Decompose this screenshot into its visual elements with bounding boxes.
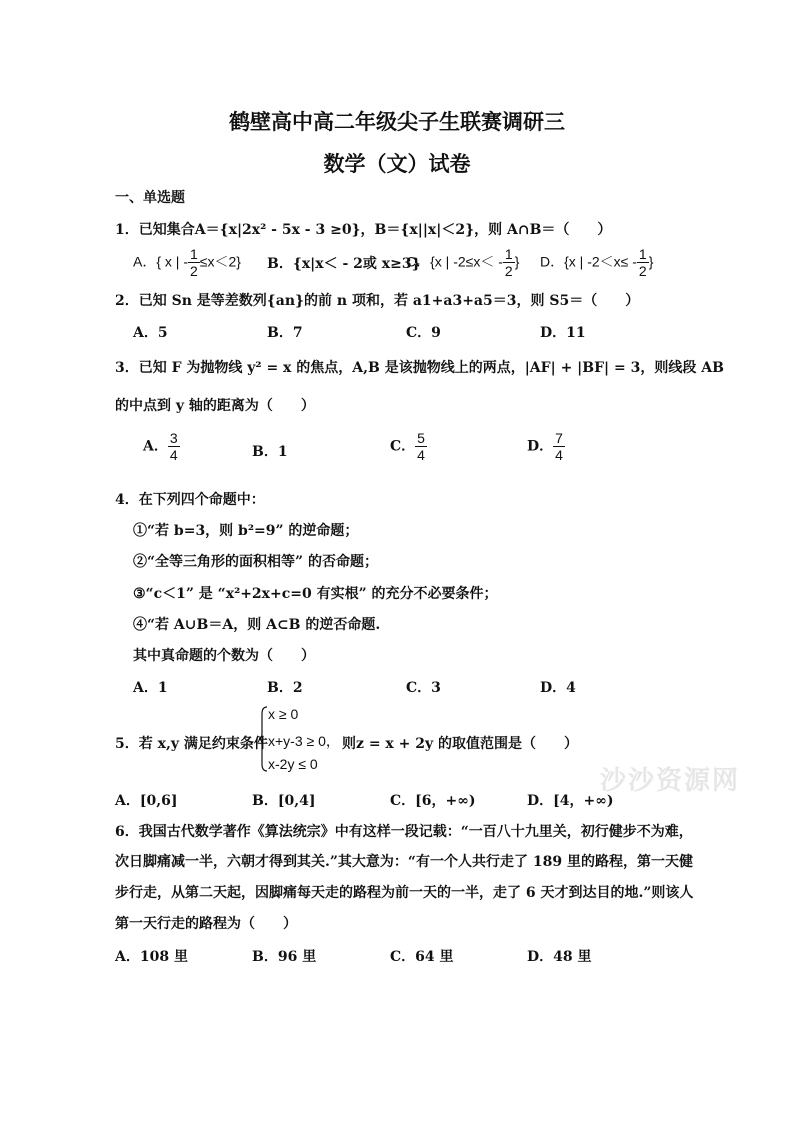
- question-3-option-d: [527, 430, 565, 463]
- question-6-option-a: A．108 里: [115, 949, 188, 965]
- option-d-suffix: }: [648, 253, 654, 270]
- question-1-option-b: B．{x|x＜ - 2或 x≥3}: [267, 256, 421, 272]
- denominator: 4: [169, 447, 178, 463]
- question-6-line-4: 第一天行走的路程为（ ）: [115, 916, 297, 932]
- question-1-option-a: [133, 246, 241, 279]
- numerator: 7: [555, 430, 563, 446]
- watermark: 沙沙资源网: [600, 766, 741, 796]
- constraint-3: x-2y ≤ 0: [268, 756, 318, 772]
- numerator: 1: [189, 246, 198, 262]
- question-3-option-c: [390, 430, 427, 463]
- numerator: 3: [169, 430, 178, 446]
- fraction: [415, 430, 427, 463]
- question-4-item-4: ④“若 A∪B＝A，则 A⊂B 的逆否命题.: [133, 617, 381, 633]
- option-a-prefix: A．{ x | -: [133, 253, 188, 270]
- question-3-option-a: [143, 430, 180, 463]
- option-d-prefix: D．{x | -2＜x≤ -: [540, 253, 637, 270]
- option-c-suffix: }: [514, 253, 520, 270]
- question-6-line-2: 次日脚痛减一半，六朝才得到其关.”其大意为：“有一个人共行走了 189 里的路程，第一天健: [115, 854, 693, 870]
- left-brace-icon: [258, 706, 268, 772]
- section-heading: 一、单选题: [115, 190, 185, 206]
- question-2-option-c: C．9: [406, 325, 441, 341]
- constraint-1: x ≥ 0: [268, 706, 299, 722]
- question-4-item-3: ③“c＜1” 是 “x²+2x+c=0 有实根” 的充分不必要条件；: [133, 586, 498, 602]
- option-label: C．: [390, 438, 416, 455]
- question-6-option-c: C．64 里: [390, 949, 454, 965]
- question-1-option-d: [540, 246, 653, 279]
- option-label: A．: [143, 438, 168, 455]
- question-5-suffix: 则z = x + 2y 的取值范围是（ ）: [342, 736, 579, 752]
- denominator: 2: [504, 263, 513, 279]
- question-4-question: 其中真命题的个数为（ ）: [133, 648, 315, 664]
- question-6-line-3: 步行走，从第二天起，因脚痛每天走的路程为前一天的一半，走了 6 天才到达目的地.”则该人: [115, 885, 694, 901]
- question-4-option-b: B．2: [267, 680, 303, 696]
- numerator: 1: [638, 246, 647, 262]
- constraint-2: x+y-3 ≥ 0，: [268, 733, 340, 749]
- question-4-item-1: ①“若 b=3，则 b²=9” 的逆命题；: [133, 523, 359, 539]
- question-2-stem: 2．已知 Sn 是等差数列{an}的前 n 项和，若 a1+a3+a5＝3，则 S5＝（ ）: [115, 293, 640, 309]
- question-4-item-2: ②“全等三角形的面积相等” 的否命题；: [133, 554, 378, 570]
- question-4-option-a: A．1: [133, 680, 168, 696]
- option-a-suffix: ≤x＜2}: [199, 253, 241, 270]
- question-6-line-1: 6．我国古代数学著作《算法统宗》中有这样一段记载：“一百八十九里关，初行健步不为难，: [115, 824, 693, 840]
- denominator: 4: [555, 447, 563, 463]
- fraction: [553, 430, 565, 463]
- fraction: [168, 430, 180, 463]
- question-4-stem: 4．在下列四个命题中：: [115, 492, 265, 508]
- question-5-option-a: A．[0,6]: [115, 793, 178, 809]
- question-4-option-c: C．3: [406, 680, 441, 696]
- question-5-prefix: 5．若 x,y 满足约束条件: [115, 736, 268, 752]
- exam-subtitle: 数学（文）试卷: [323, 151, 471, 176]
- question-3-option-b: B．1: [252, 444, 288, 460]
- question-5-option-d: D．[4，+∞): [527, 793, 614, 809]
- question-2-option-d: D．11: [540, 325, 586, 341]
- question-5-option-b: B．[0,4]: [252, 793, 316, 809]
- option-label: D．: [527, 438, 554, 455]
- option-c-prefix: C．{x | -2≤x＜ -: [406, 253, 503, 270]
- fraction: [503, 246, 515, 279]
- question-5-option-c: C．[6，+∞): [390, 793, 476, 809]
- numerator: 1: [504, 246, 513, 262]
- question-6-option-b: B．96 里: [252, 949, 317, 965]
- fraction: [188, 246, 200, 279]
- question-1-option-c: [406, 246, 519, 279]
- exam-title: 鹤壁高中高二年级尖子生联赛调研三: [229, 109, 565, 134]
- question-2-option-a: A．5: [133, 325, 168, 341]
- question-4-option-d: D．4: [540, 680, 576, 696]
- denominator: 2: [638, 263, 647, 279]
- denominator: 2: [189, 263, 198, 279]
- question-3-stem-line2: 的中点到 y 轴的距离为（ ）: [115, 398, 315, 414]
- question-1-stem: 1．已知集合A＝{x|2x² - 5x - 3 ≥0}，B＝{x||x|＜2}，则 A∩B＝（ ）: [115, 222, 612, 238]
- numerator: 5: [417, 430, 425, 446]
- question-3-stem-line1: 3．已知 F 为抛物线 y² = x 的焦点，A,B 是该抛物线上的两点，|AF| + |BF| = 3，则线段 AB: [115, 360, 724, 376]
- question-2-option-b: B．7: [267, 325, 303, 341]
- fraction: [637, 246, 649, 279]
- denominator: 4: [417, 447, 425, 463]
- question-6-option-d: D．48 里: [527, 949, 592, 965]
